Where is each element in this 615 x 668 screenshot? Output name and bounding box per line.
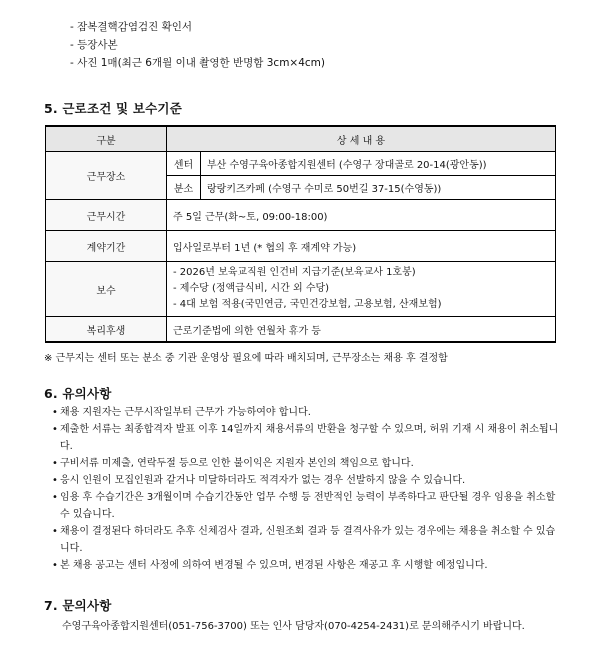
- table-header-row: [46, 126, 556, 152]
- pay-line: - 4대 보험 적용(국민연금, 국민건강보험, 고용보험, 산재보험): [173, 299, 442, 310]
- contract-label: 계약기간: [46, 231, 167, 262]
- work-conditions-table: [45, 125, 556, 343]
- placement-note: ※ 근무지는 센터 또는 분소 중 기관 운영상 필요에 따라 배치되며, 근무장소는 채용 후 결정함: [44, 353, 448, 364]
- hours-label: 근무시간: [46, 200, 167, 231]
- pay-label: 보수: [46, 262, 167, 317]
- pay-line: - 2026년 보육교직원 인건비 지급기준(보육교사 1호봉): [173, 267, 416, 278]
- branch-value: 랑랑키즈카페 (수영구 수미로 50번길 37-15(수영동)): [201, 176, 556, 200]
- table-header-detail: 상 세 내 용: [167, 126, 556, 152]
- center-value: 부산 수영구육아종합지원센터 (수영구 장대골로 20-14(광안동)): [201, 152, 556, 176]
- list-item: - 사진 1매(최근 6개월 이내 촬영한 반명함 3cm×4cm): [70, 57, 326, 69]
- table-row: [46, 317, 556, 343]
- center-label: 센터: [167, 152, 201, 176]
- notice-item: • 채용이 결정된다 하더라도 추후 신체검사 결과, 신원조회 결과 등 결격사유가 있는 경우에는 채용을 취소할 수 있습니다.: [52, 523, 562, 557]
- table-row: [46, 262, 556, 317]
- welfare-value: 근로기준법에 의한 연월차 휴가 등: [167, 317, 556, 343]
- table-row: [46, 152, 556, 176]
- table-row: [46, 200, 556, 231]
- notice-item: • 응시 인원이 모집인원과 같거나 미달하더라도 적격자가 없는 경우 선발하지 않을 수 있습니다.: [52, 472, 562, 489]
- notice-item: • 본 채용 공고는 센터 사정에 의하여 변경될 수 있으며, 변경된 사항은 재공고 후 시행할 예정입니다.: [52, 557, 562, 574]
- list-item: - 잠복결핵감염검진 확인서: [70, 21, 193, 33]
- table-header-category: 구분: [46, 126, 167, 152]
- table-row: [46, 231, 556, 262]
- section-6-heading: 6. 유의사항: [44, 386, 112, 401]
- notice-item: • 구비서류 미제출, 연락두절 등으로 인한 불이익은 지원자 본인의 책임으로 합니다.: [52, 455, 562, 472]
- list-item: - 등장사본: [70, 39, 118, 51]
- workplace-label: 근무장소: [46, 152, 167, 200]
- welfare-label: 복리후생: [46, 317, 167, 343]
- contact-info: 수영구육아종합지원센터(051-756-3700) 또는 인사 담당자(070-4254-2431)로 문의해주시기 바랍니다.: [62, 621, 525, 632]
- pay-details: [167, 262, 556, 317]
- section-7-heading: 7. 문의사항: [44, 598, 112, 613]
- notice-item: • 채용 지원자는 근무시작일부터 근무가 가능하여야 합니다.: [52, 404, 562, 421]
- section-5-heading: 5. 근로조건 및 보수기준: [44, 101, 182, 116]
- notice-item: • 제출한 서류는 최종합격자 발표 이후 14일까지 채용서류의 반환을 청구할 수 있으며, 허위 기재 시 채용이 취소됩니다.: [52, 421, 562, 455]
- notice-item: • 임용 후 수습기간은 3개월이며 수습기간동안 업무 수행 등 전반적인 능력이 부족하다고 판단될 경우 임용을 취소할 수 있습니다.: [52, 489, 562, 523]
- branch-label: 분소: [167, 176, 201, 200]
- pay-line: - 제수당 (정액급식비, 시간 외 수당): [173, 283, 330, 294]
- contract-value: 입사일로부터 1년 (* 협의 후 재계약 가능): [167, 231, 556, 262]
- notice-list: [52, 404, 562, 574]
- hours-value: 주 5일 근무(화~토, 09:00-18:00): [167, 200, 556, 231]
- required-documents-list: [70, 18, 325, 72]
